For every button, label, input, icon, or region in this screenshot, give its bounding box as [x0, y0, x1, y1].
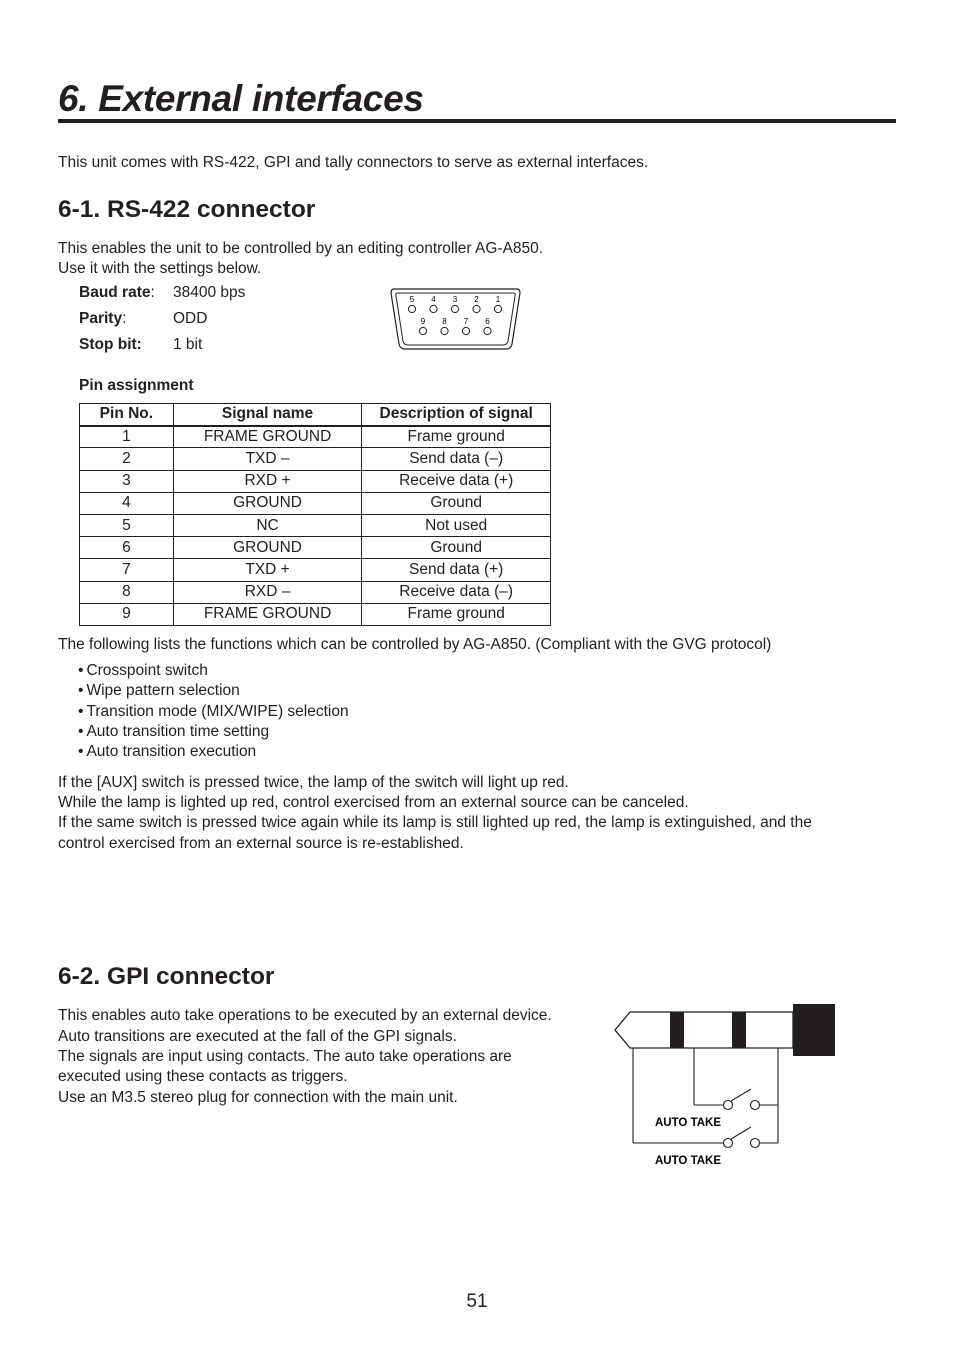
column-header-pin-no: Pin No. — [80, 404, 174, 426]
table-row — [80, 603, 551, 625]
table-cell: 8 — [80, 581, 174, 603]
chapter-title-rule — [58, 119, 896, 123]
pin-number-label: 6 — [485, 317, 490, 326]
table-cell: RXD – — [173, 581, 362, 603]
table-cell: RXD + — [173, 470, 362, 492]
page-number: 51 — [466, 1291, 488, 1312]
pin-assignment-table — [79, 403, 551, 626]
table-cell: GROUND — [173, 492, 362, 514]
connector-top-pins — [408, 295, 501, 313]
table-cell: Not used — [362, 514, 551, 536]
table-cell: 1 — [80, 426, 174, 448]
table-cell: Receive data (–) — [362, 581, 551, 603]
dsub9-connector-diagram — [390, 286, 522, 352]
pin-number-label: 4 — [431, 295, 436, 304]
table-cell: Send data (–) — [362, 448, 551, 470]
stereo-plug-icon — [615, 1004, 835, 1056]
list-item: • Auto transition time setting — [78, 722, 349, 742]
table-cell: FRAME GROUND — [173, 426, 362, 448]
table-row — [80, 514, 551, 536]
list-item: • Wipe pattern selection — [78, 681, 349, 701]
rs422-description-line: Use it with the settings below. — [58, 260, 262, 277]
pin-hole — [494, 305, 501, 312]
list-item: • Transition mode (MIX/WIPE) selection — [78, 702, 349, 722]
table-cell: Receive data (+) — [362, 470, 551, 492]
auto-take-label: AUTO TAKE — [655, 1117, 722, 1129]
table-row — [80, 492, 551, 514]
setting-separator: : — [122, 310, 127, 327]
setting-value: 38400 bps — [173, 284, 246, 301]
aux-paragraph-line: While the lamp is lighted up red, control exercised from an external source can be canceled. — [58, 794, 689, 811]
aux-paragraph-line: control exercised from an external source is re-established. — [58, 835, 464, 852]
pin-number-label: 3 — [452, 295, 458, 304]
pin-hole — [484, 327, 491, 334]
gpi-heading: 6-2. GPI connector — [58, 963, 275, 990]
list-item: • Crosspoint switch — [78, 661, 349, 681]
table-cell: FRAME GROUND — [173, 603, 362, 625]
setting-label: Baud rate — [79, 284, 151, 301]
table-row — [80, 559, 551, 581]
table-row — [80, 426, 551, 448]
table-cell: 5 — [80, 514, 174, 536]
table-row — [80, 581, 551, 603]
gpi-description-line: The signals are input using contacts. The auto take operations are — [58, 1048, 512, 1065]
table-row — [80, 470, 551, 492]
table-cell: 2 — [80, 448, 174, 470]
aux-paragraph-line: If the same switch is pressed twice again while its lamp is still lighted up red, the lamp is extinguished, and the — [58, 814, 812, 831]
pin-hole — [462, 327, 469, 334]
intro-paragraph: This unit comes with RS-422, GPI and tally connectors to serve as external interfaces. — [58, 154, 649, 171]
pin-hole — [430, 305, 437, 312]
table-cell: 4 — [80, 492, 174, 514]
column-header-signal-name: Signal name — [173, 404, 362, 426]
rs422-description-line: This enables the unit to be controlled by an editing controller AG-A850. — [58, 240, 544, 257]
table-row — [80, 448, 551, 470]
table-cell: NC — [173, 514, 362, 536]
function-list — [78, 661, 349, 762]
list-item: • Auto transition execution — [78, 742, 349, 762]
gpi-description-line: Use an M3.5 stereo plug for connection with the main unit. — [58, 1089, 458, 1106]
gpi-description-line: executed using these contacts as triggers. — [58, 1068, 348, 1085]
pin-hole — [419, 327, 426, 334]
setting-label: Stop bit: — [79, 336, 142, 353]
table-cell: 6 — [80, 537, 174, 559]
rs422-heading: 6-1. RS-422 connector — [58, 196, 316, 223]
table-cell: 7 — [80, 559, 174, 581]
pin-hole — [408, 305, 415, 312]
table-cell: TXD – — [173, 448, 362, 470]
gpi-description-line: This enables auto take operations to be executed by an external device. — [58, 1007, 552, 1024]
pin-number-label: 5 — [409, 295, 415, 304]
table-cell: Frame ground — [362, 426, 551, 448]
table-cell: 3 — [80, 470, 174, 492]
table-cell: Frame ground — [362, 603, 551, 625]
column-header-description: Description of signal — [362, 404, 551, 426]
table-row — [80, 537, 551, 559]
table-cell: Send data (+) — [362, 559, 551, 581]
table-cell: GROUND — [173, 537, 362, 559]
table-cell: TXD + — [173, 559, 362, 581]
table-cell: Ground — [362, 492, 551, 514]
pin-assignment-caption: Pin assignment — [79, 377, 194, 394]
gpi-description-line: Auto transitions are executed at the fall of the GPI signals. — [58, 1028, 457, 1045]
functions-intro-paragraph: The following lists the functions which can be controlled by AG-A850. (Compliant with the GVG protocol) — [58, 636, 772, 653]
pin-number-label: 8 — [442, 317, 447, 326]
stereo-plug-wiring-diagram — [610, 1000, 840, 1175]
setting-label: Parity — [79, 310, 123, 327]
pin-number-label: 2 — [474, 295, 479, 304]
table-header-row — [80, 404, 551, 426]
aux-paragraph-line: If the [AUX] switch is pressed twice, the lamp of the switch will light up red. — [58, 774, 569, 791]
setting-value: ODD — [173, 310, 208, 327]
setting-value: 1 bit — [173, 336, 203, 353]
auto-take-switch-1 — [724, 1089, 760, 1110]
table-cell: Ground — [362, 537, 551, 559]
connector-bottom-pins — [419, 317, 491, 335]
pin-number-label: 1 — [495, 295, 501, 304]
pin-hole — [441, 327, 448, 334]
pin-number-label: 9 — [420, 317, 426, 326]
pin-hole — [473, 305, 480, 312]
chapter-title: 6. External interfaces — [58, 78, 424, 119]
auto-take-label: AUTO TAKE — [655, 1155, 722, 1167]
setting-separator: : — [150, 284, 155, 301]
pin-number-label: 7 — [463, 317, 469, 326]
pin-hole — [451, 305, 458, 312]
table-cell: 9 — [80, 603, 174, 625]
auto-take-switch-2 — [724, 1127, 760, 1148]
